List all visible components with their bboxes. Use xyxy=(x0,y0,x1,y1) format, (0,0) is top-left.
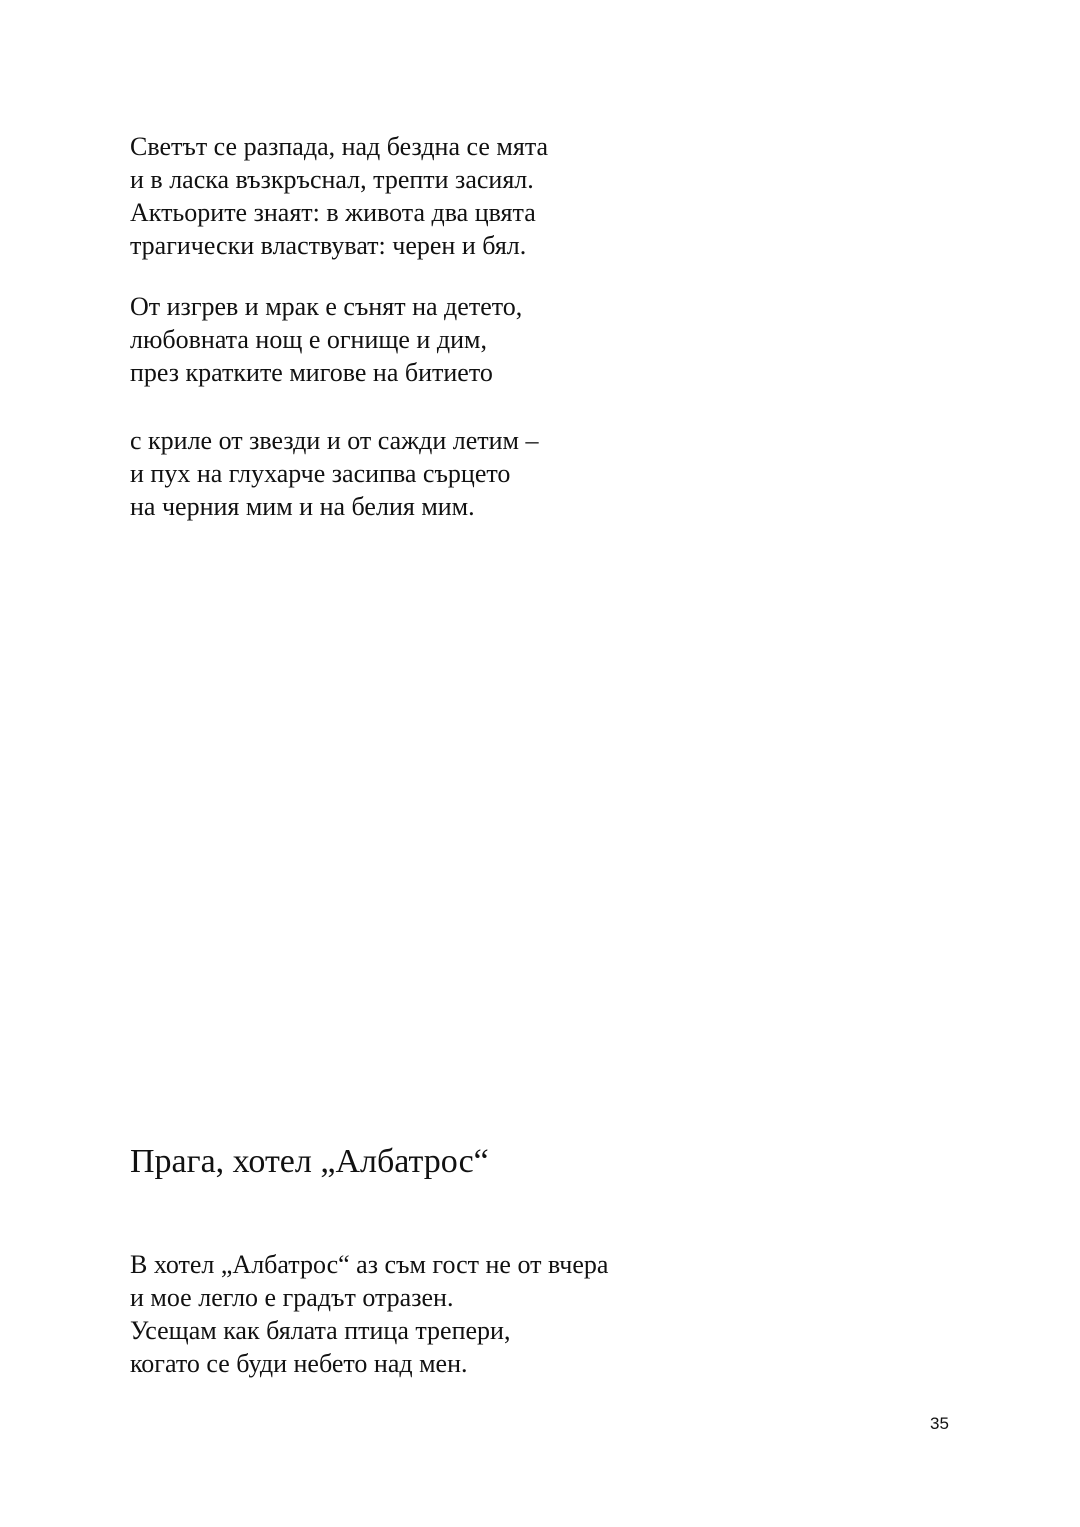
poem-1-stanza-2 xyxy=(130,290,522,389)
poem-1-stanza-3 xyxy=(130,424,539,523)
poem-2-stanza-1 xyxy=(130,1248,608,1380)
verse-line: любовната нощ е огнище и дим, xyxy=(130,325,487,354)
verse-line: когато се буди небето над мен. xyxy=(130,1349,468,1378)
verse-line: Усещам как бялата птица трепери, xyxy=(130,1316,511,1345)
verse-line: и пух на глухарче засипва сърцето xyxy=(130,459,511,488)
verse-line: Светът се разпада, над бездна се мята xyxy=(130,132,549,161)
poem-1-stanza-1 xyxy=(130,130,548,262)
verse-line: От изгрев и мрак е сънят на детето, xyxy=(130,292,523,321)
verse-line: и в ласка възкръснал, трепти засиял. xyxy=(130,165,534,194)
verse-line: В хотел „Албатрос“ аз съм гост не от вчера xyxy=(130,1250,609,1279)
verse-line: Актьорите знаят: в живота два цвята xyxy=(130,198,536,227)
verse-line: и мое легло е градът отразен. xyxy=(130,1283,454,1312)
verse-line: с криле от звезди и от сажди летим – xyxy=(130,426,539,455)
verse-line: на черния мим и на белия мим. xyxy=(130,492,475,521)
verse-line: трагически властвуват: черен и бял. xyxy=(130,231,527,260)
poem-title: Прага, хотел „Албатрос“ xyxy=(130,1143,489,1180)
verse-line: през кратките мигове на битието xyxy=(130,358,493,387)
page-number: 35 xyxy=(930,1414,949,1433)
